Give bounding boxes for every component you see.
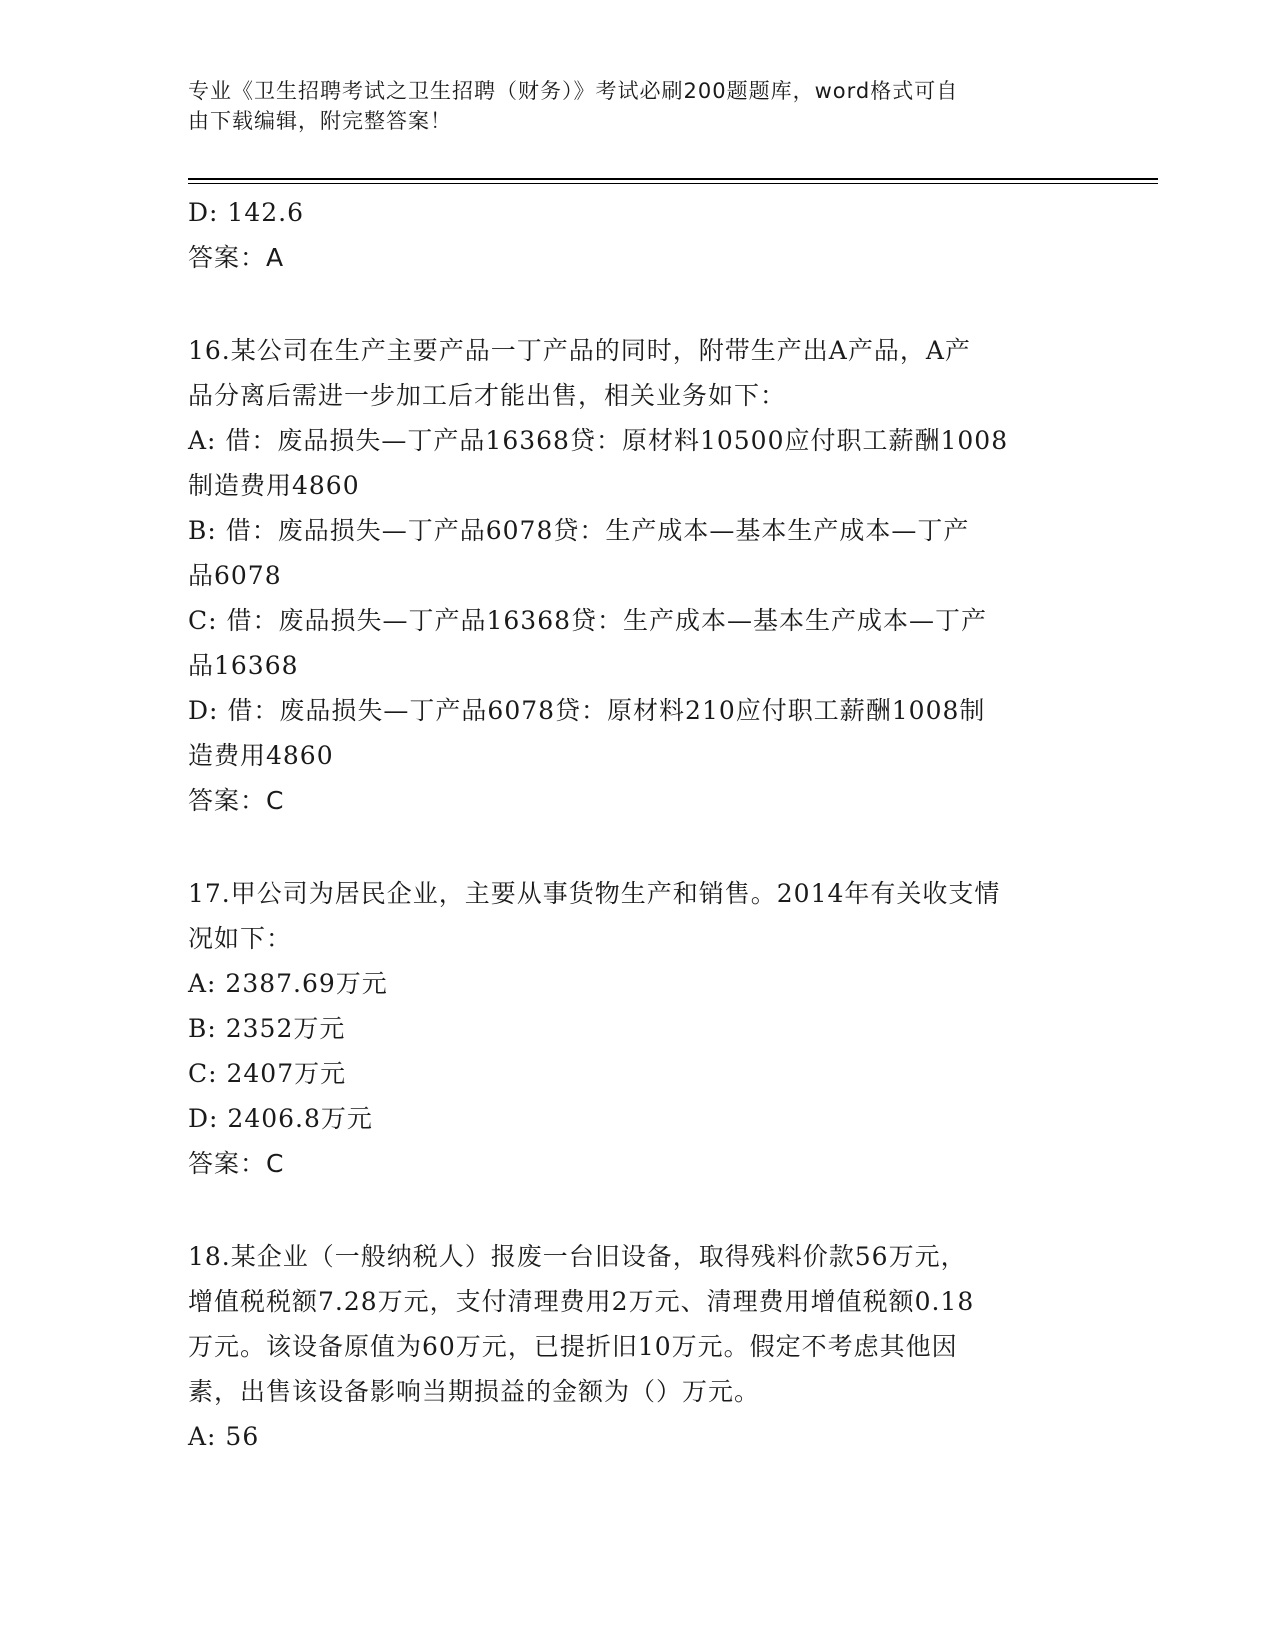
spacer <box>188 1186 1088 1234</box>
q16-stem-line-1: 16.某公司在生产主要产品一丁产品的同时，附带生产出A产品，A产 <box>188 336 971 365</box>
q16-option-b-line-2: 品6078 <box>188 561 282 590</box>
q16-option-d-line-2: 造费用4860 <box>188 741 334 770</box>
q18-option-a: A: 56 <box>188 1422 260 1451</box>
q17-answer: 答案：C <box>188 1149 285 1178</box>
document-body <box>188 190 1088 1459</box>
q17-option-b: B: 2352万元 <box>188 1014 346 1043</box>
header-line-1: 专业《卫生招聘考试之卫生招聘（财务）》考试必刷200题题库，word格式可自 <box>188 79 959 103</box>
q18-stem-line-2: 增值税税额7.28万元，支付清理费用2万元、清理费用增值税额0.18 <box>188 1287 975 1316</box>
q16-answer: 答案：C <box>188 786 285 815</box>
document-header <box>188 76 1068 136</box>
q17-option-d: D: 2406.8万元 <box>188 1104 373 1133</box>
spacer <box>188 280 1088 328</box>
q16-option-a-line-2: 制造费用4860 <box>188 471 360 500</box>
question-17 <box>188 871 1088 1186</box>
prev-answer: 答案：A <box>188 243 285 272</box>
question-16 <box>188 328 1088 823</box>
header-line-2: 由下载编辑，附完整答案！ <box>188 109 452 133</box>
header-rule-thin <box>188 183 1158 184</box>
q17-option-c: C: 2407万元 <box>188 1059 347 1088</box>
q17-stem-line-1: 17.甲公司为居民企业，主要从事货物生产和销售。2014年有关收支情 <box>188 879 1001 908</box>
q16-option-d-line-1: D: 借：废品损失—丁产品6078贷：原材料210应付职工薪酬1008制 <box>188 696 986 725</box>
q16-option-a-line-1: A: 借：废品损失—丁产品16368贷：原材料10500应付职工薪酬1008 <box>188 426 1009 455</box>
q16-stem-line-2: 品分离后需进一步加工后才能出售，相关业务如下： <box>188 381 787 410</box>
question-18 <box>188 1234 1088 1459</box>
q17-stem-line-2: 况如下： <box>188 924 293 953</box>
prev-option-d: D: 142.6 <box>188 198 304 227</box>
q18-stem-line-4: 素，出售该设备影响当期损益的金额为（）万元。 <box>188 1377 761 1406</box>
q18-stem-line-1: 18.某企业（一般纳税人）报废一台旧设备，取得残料价款56万元， <box>188 1242 967 1271</box>
q16-option-b-line-1: B: 借：废品损失—丁产品6078贷：生产成本—基本生产成本—丁产 <box>188 516 970 545</box>
spacer <box>188 823 1088 871</box>
q16-option-c-line-1: C: 借：废品损失—丁产品16368贷：生产成本—基本生产成本—丁产 <box>188 606 988 635</box>
q17-option-a: A: 2387.69万元 <box>188 969 388 998</box>
q18-stem-line-3: 万元。该设备原值为60万元，已提折旧10万元。假定不考虑其他因 <box>188 1332 958 1361</box>
header-rule-thick <box>188 178 1158 180</box>
q16-option-c-line-2: 品16368 <box>188 651 299 680</box>
